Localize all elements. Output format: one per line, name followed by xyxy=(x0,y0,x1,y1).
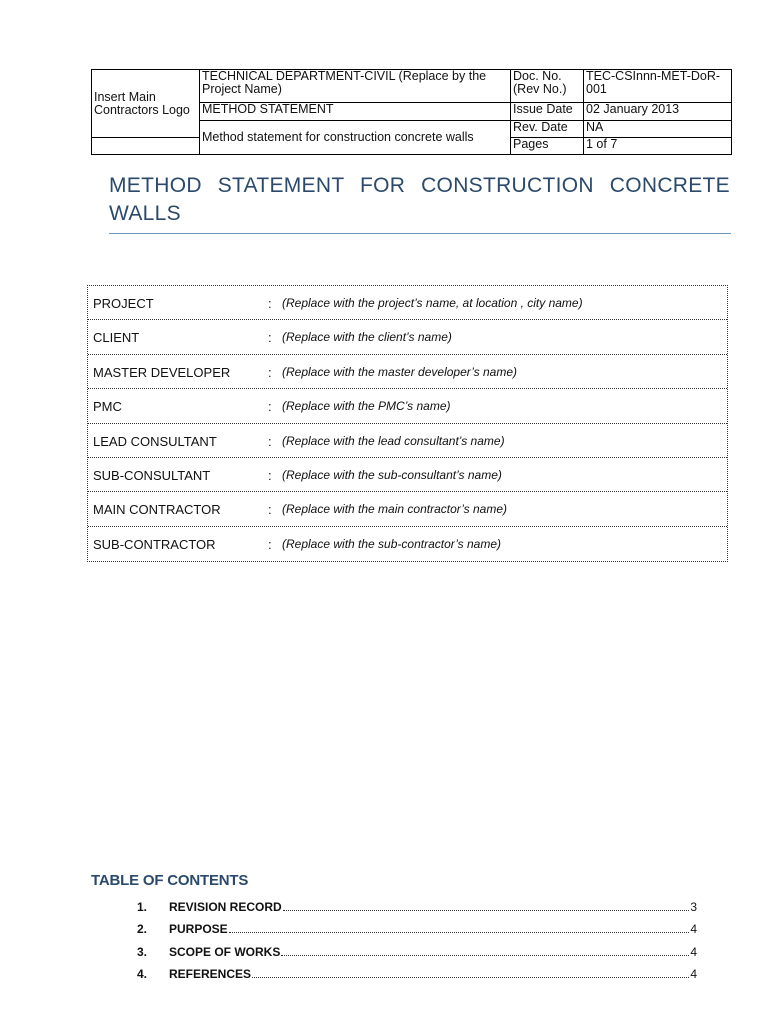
info-colon: : xyxy=(268,364,272,380)
pages-value: 1 of 7 xyxy=(584,138,732,155)
info-row-lead-consultant xyxy=(88,424,727,458)
toc-item-revision-record[interactable] xyxy=(137,900,697,916)
info-value: (Replace with the client’s name) xyxy=(282,330,452,345)
toc-item-references[interactable] xyxy=(137,967,697,983)
info-row-client xyxy=(88,320,727,354)
rev-date-label: Rev. Date xyxy=(511,121,584,138)
document-header-table xyxy=(91,69,732,155)
info-label: LEAD CONSULTANT xyxy=(93,433,217,449)
info-value: (Replace with the PMC’s name) xyxy=(282,399,451,414)
toc-item-page: 3 xyxy=(690,900,697,914)
info-row-sub-consultant xyxy=(88,458,727,492)
info-value: (Replace with the lead consultant’s name) xyxy=(282,433,505,448)
toc-item-scope-of-works[interactable] xyxy=(137,945,697,961)
toc-leader-dots xyxy=(229,922,690,933)
toc-heading: TABLE OF CONTENTS xyxy=(91,872,249,889)
info-colon: : xyxy=(268,330,272,346)
project-info-table xyxy=(87,285,728,562)
issue-date-value: 02 January 2013 xyxy=(584,103,732,121)
info-label: SUB-CONSULTANT xyxy=(93,467,211,483)
info-row-project xyxy=(88,286,727,320)
info-label: SUB-CONTRACTOR xyxy=(93,536,216,552)
toc-item-page: 4 xyxy=(690,922,697,936)
toc-leader-dots xyxy=(283,900,690,911)
info-label: MASTER DEVELOPER xyxy=(93,364,231,380)
info-colon: : xyxy=(268,296,272,311)
pages-label: Pages xyxy=(511,138,584,155)
info-row-pmc xyxy=(88,389,727,423)
department-name: TECHNICAL DEPARTMENT-CIVIL (Replace by the Project Name) xyxy=(200,70,511,103)
doc-no-value: TEC-CSInnn-MET-DoR-001 xyxy=(584,70,732,103)
info-label: CLIENT xyxy=(93,330,140,346)
info-colon: : xyxy=(268,536,272,552)
logo-cell-spacer xyxy=(92,138,200,155)
toc-leader-dots xyxy=(281,945,689,956)
toc-item-number: 3. xyxy=(137,945,148,959)
toc-item-page: 4 xyxy=(690,967,697,981)
doc-no-label: Doc. No. (Rev No.) xyxy=(511,70,584,103)
info-row-master-developer xyxy=(88,355,727,389)
toc-item-label[interactable]: SCOPE OF WORKS xyxy=(169,945,281,959)
contractor-logo-placeholder: Insert Main Contractors Logo xyxy=(92,70,200,138)
toc-item-label[interactable]: REVISION RECORD xyxy=(169,900,282,914)
toc-item-label[interactable]: REFERENCES xyxy=(169,967,252,981)
toc-item-number: 4. xyxy=(137,967,148,981)
issue-date-label: Issue Date xyxy=(511,103,584,121)
toc-item-number: 2. xyxy=(137,922,148,936)
info-colon: : xyxy=(268,502,272,518)
info-row-sub-contractor xyxy=(88,527,727,561)
info-value: (Replace with the master developer’s name) xyxy=(282,364,518,379)
toc-item-label[interactable]: PURPOSE xyxy=(169,922,228,936)
info-value: (Replace with the sub-contractor’s name) xyxy=(282,536,501,551)
info-value: (Replace with the project’s name, at location , city name) xyxy=(282,296,583,310)
info-colon: : xyxy=(268,433,272,449)
page-title: METHOD STATEMENT FOR CONSTRUCTION CONCRETE WALLS xyxy=(109,174,730,225)
info-colon: : xyxy=(268,467,272,483)
info-value: (Replace with the main contractor’s name) xyxy=(282,502,507,517)
info-label: MAIN CONTRACTOR xyxy=(93,502,221,518)
toc-item-page: 4 xyxy=(690,945,697,959)
info-value: (Replace with the sub-consultant’s name) xyxy=(282,467,502,482)
info-label: PMC xyxy=(93,399,122,415)
toc-item-number: 1. xyxy=(137,900,148,914)
info-label: PROJECT xyxy=(93,296,154,311)
info-colon: : xyxy=(268,399,272,415)
toc-leader-dots xyxy=(252,967,689,978)
info-row-main-contractor xyxy=(88,492,727,526)
doc-type: METHOD STATEMENT xyxy=(200,103,511,121)
toc-item-purpose[interactable] xyxy=(137,922,697,938)
doc-subject: Method statement for construction concrete walls xyxy=(200,121,511,155)
rev-date-value: NA xyxy=(584,121,732,138)
title-divider xyxy=(109,233,731,234)
